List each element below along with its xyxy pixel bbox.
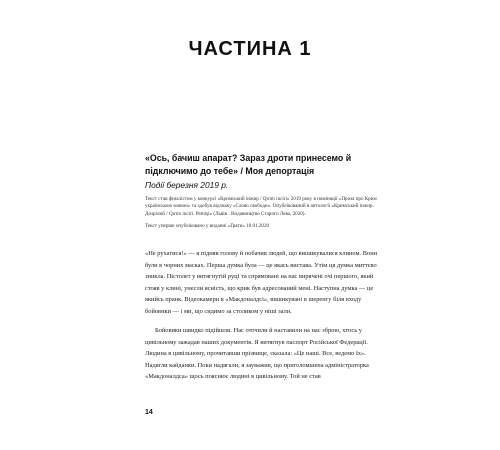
publication-note: Текст став фіналістом у конкурсі «Кримський інжир / Qırım inciri» 2019 року в номінації «Проза про Крим українською мовою» та здобув відзнаку «Слово свободи». Опублікований в антології «Кримський інжир. Дозрілий / Qırım inciri. Pemişi» (Львів : Видавництво Старого Лева, 2020). <box>145 196 377 217</box>
body-paragraph: «Не рухатися!» — я підняв голову й побачив людей, що вишикувалися клином. Вони були в чорних масках. Перша думка була — це якась вистава. Утім ця думка миттєво зникла. Пістолет у витягнутій руці та спрямовані на нас вирячені очі першого, який стояв у клині, унесли ясність, що крик був адресований мені. Наступна думка — це якийсь пранк. Відеокамери в «Макдоналдсі», вишикувані в шеренгу біля входу бойовики — і ми, що сидимо за столиком у ніші зали. <box>145 250 378 315</box>
publication-note: Текст уперше опубліковано у виданні «Ґрати» 18.01.2020 <box>145 223 270 229</box>
body-paragraph: Бойовики швидко підійшли. Нас оточили й наставили на нас зброю, хтось у цивільному зажадав наших документів. Я витягнув паспорт Російської Федерації. Людина в цивільному, прочитавши прізвище, сказала: «Це наші. Все, ведемо їх». Надягли кайданки. Поки надягали, я зауважив, що приголомшена адміністраторка «Макдоналдса» щось пояснює людині в цивільному. Той не став <box>145 327 369 381</box>
story-date: Події березня 2019 р. <box>145 180 229 190</box>
part-title: ЧАСТИНА 1 <box>188 38 312 60</box>
story-heading: «Ось, бачиш апарат? Зараз дроти принесемо й підключимо до тебе» / Моя депортація <box>145 153 352 176</box>
page-number: 14 <box>145 409 153 416</box>
